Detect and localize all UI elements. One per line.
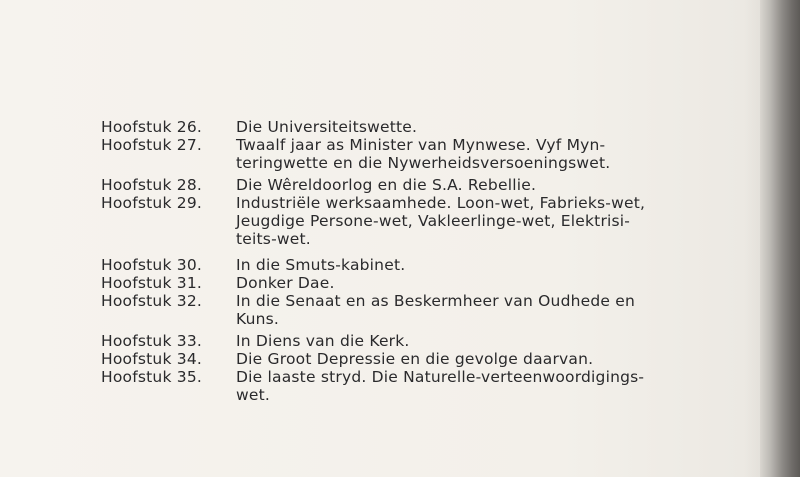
chapter-title-line: Twaalf jaar as Minister van Mynwese. Vyf Myn- <box>236 136 606 154</box>
chapter-entry <box>101 332 741 350</box>
chapter-label: Hoofstuk 26. <box>101 118 203 136</box>
chapter-title-line: wet. <box>236 386 271 404</box>
chapter-label: Hoofstuk 32. <box>101 292 203 310</box>
chapter-title <box>236 350 741 368</box>
chapter-entry <box>101 176 741 194</box>
chapter-entry <box>101 136 741 172</box>
chapter-title <box>236 332 741 350</box>
chapter-title <box>236 274 741 292</box>
chapter-title <box>236 194 741 248</box>
chapter-title-line: teits-wet. <box>236 230 311 248</box>
book-spine-shadow <box>760 0 800 477</box>
chapter-label: Hoofstuk 31. <box>101 274 203 292</box>
chapter-entry <box>101 292 741 328</box>
chapter-title-line: Die Groot Depressie en die gevolge daarvan. <box>236 350 594 368</box>
chapter-title-line: In die Smuts-kabinet. <box>236 256 406 274</box>
entry-gap <box>101 248 741 256</box>
chapter-title-line: Industriële werksaamhede. Loon-wet, Fabrieks-wet, <box>236 194 646 212</box>
chapter-title-line: Die Universiteitswette. <box>236 118 418 136</box>
chapter-entry <box>101 274 741 292</box>
chapter-entry <box>101 194 741 248</box>
chapter-title <box>236 176 741 194</box>
chapter-entry <box>101 350 741 368</box>
chapter-title <box>236 256 741 274</box>
chapter-label: Hoofstuk 35. <box>101 368 203 386</box>
chapter-entry <box>101 368 741 404</box>
chapter-label: Hoofstuk 27. <box>101 136 203 154</box>
chapter-entry <box>101 118 741 136</box>
chapter-title-line: Kuns. <box>236 310 280 328</box>
chapter-entry <box>101 256 741 274</box>
chapter-title <box>236 368 741 404</box>
chapter-title <box>236 136 741 172</box>
chapter-title-line: In Diens van die Kerk. <box>236 332 410 350</box>
chapter-label: Hoofstuk 28. <box>101 176 203 194</box>
chapter-title <box>236 118 741 136</box>
chapter-title-line: Jeugdige Persone-wet, Vakleerlinge-wet, Elektrisi- <box>236 212 631 230</box>
chapter-title-line: Donker Dae. <box>236 274 335 292</box>
chapter-label: Hoofstuk 29. <box>101 194 203 212</box>
chapter-title <box>236 292 741 328</box>
chapter-label: Hoofstuk 34. <box>101 350 203 368</box>
chapter-label: Hoofstuk 33. <box>101 332 203 350</box>
table-of-contents <box>101 118 741 404</box>
chapter-title-line: In die Senaat en as Beskermheer van Oudhede en <box>236 292 636 310</box>
chapter-label: Hoofstuk 30. <box>101 256 203 274</box>
chapter-title-line: teringwette en die Nywerheidsversoeningswet. <box>236 154 611 172</box>
chapter-title-line: Die laaste stryd. Die Naturelle-verteenwoordigings- <box>236 368 645 386</box>
chapter-title-line: Die Wêreldoorlog en die S.A. Rebellie. <box>236 176 537 194</box>
